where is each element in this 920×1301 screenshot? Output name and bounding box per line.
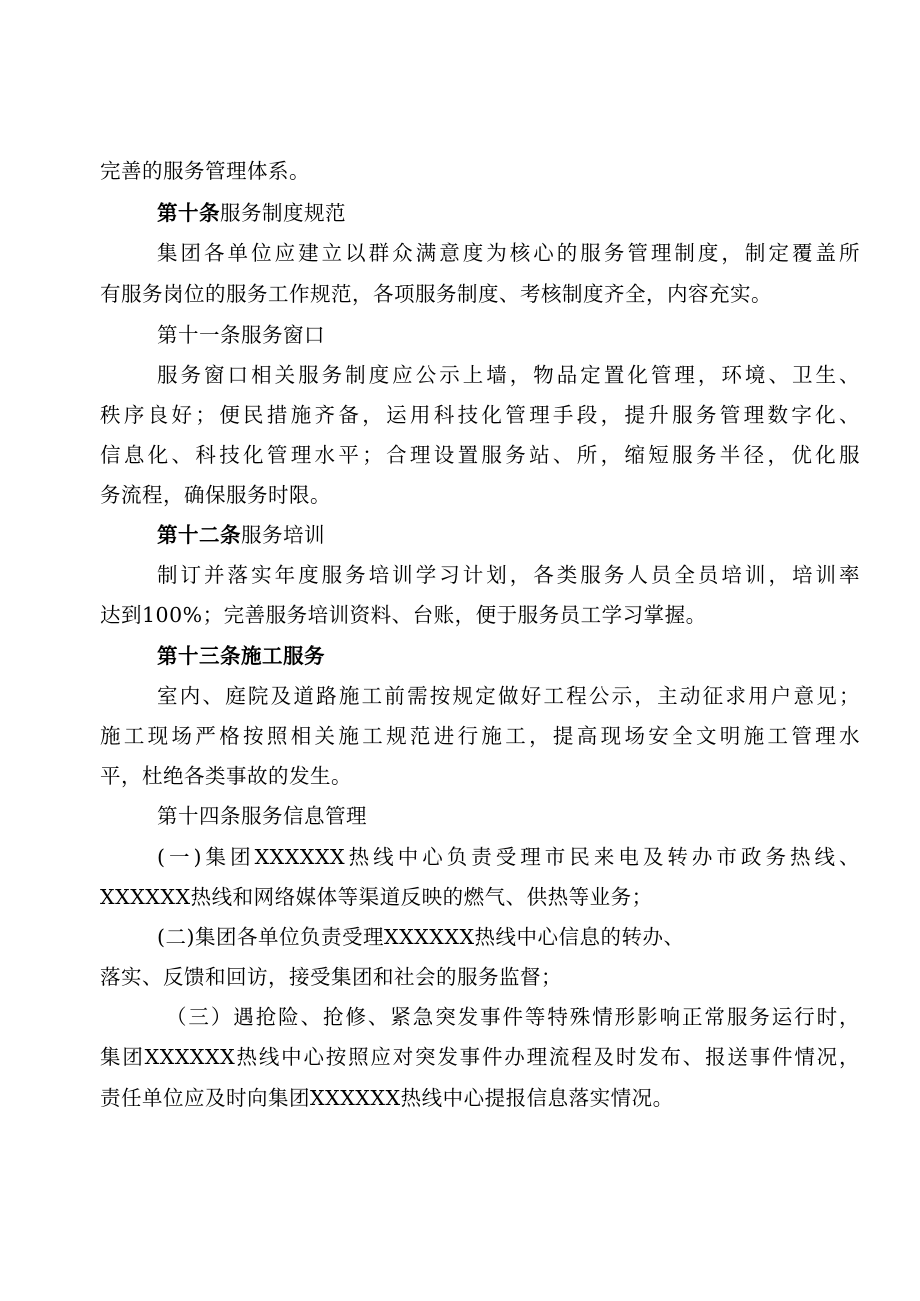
paragraph-line: 室内、庭院及道路施工前需按规定做好工程公示，主动征求用户意见； bbox=[157, 684, 860, 708]
paragraph-line: 秩序良好；便民措施齐备，运用科技化管理手段，提升服务管理数字化、 bbox=[100, 403, 860, 427]
paragraph-line: 施工现场严格按照相关施工规范进行施工，提高现场安全文明施工管理水 bbox=[100, 724, 860, 748]
paragraph-line: 服务窗口相关服务制度应公示上墙，物品定置化管理，环境、卫生、 bbox=[157, 363, 860, 387]
paragraph-line: 落实、反馈和回访，接受集团和社会的服务监督； bbox=[100, 965, 562, 989]
paragraph-line: （三）遇抢险、抢修、紧急突发事件等特殊情形影响正常服务运行时， bbox=[166, 1005, 860, 1029]
paragraph-line: 集团XXXXXX热线中心按照应对突发事件办理流程及时发布、报送事件情况， bbox=[100, 1045, 860, 1069]
paragraph-line: 平，杜绝各类事故的发生。 bbox=[100, 764, 352, 788]
article-heading: 第十条服务制度规范 bbox=[157, 201, 346, 225]
paragraph-line: 完善的服务管理体系。 bbox=[100, 159, 310, 183]
article-heading: 第十四条服务信息管理 bbox=[157, 804, 367, 828]
paragraph-line: 集团各单位应建立以群众满意度为核心的服务管理制度，制定覆盖所 bbox=[157, 241, 860, 265]
paragraph-line: (二)集团各单位负责受理XXXXXX热线中心信息的转办、 bbox=[157, 925, 685, 949]
paragraph-line: (一)集团XXXXXX热线中心负责受理市民来电及转办市政务热线、 bbox=[157, 845, 860, 869]
paragraph-line: 信息化、科技化管理水平；合理设置服务站、所，缩短服务半径，优化服 bbox=[100, 443, 860, 467]
paragraph-line: 达到100%；完善服务培训资料、台账，便于服务员工学习掌握。 bbox=[100, 603, 707, 627]
paragraph-line: 责任单位应及时向集团XXXXXX热线中心提报信息落实情况。 bbox=[100, 1086, 674, 1110]
paragraph-line: 有服务岗位的服务工作规范，各项服务制度、考核制度齐全，内容充实。 bbox=[100, 282, 772, 306]
article-heading: 第十三条施工服务 bbox=[157, 644, 325, 668]
paragraph-line: 制订并落实年度服务培训学习计划，各类服务人员全员培训，培训率 bbox=[157, 563, 860, 587]
article-heading: 第十二条服务培训 bbox=[157, 523, 325, 547]
article-heading: 第十一条服务窗口 bbox=[157, 323, 325, 347]
paragraph-line: XXXXXX热线和网络媒体等渠道反映的燃气、供热等业务； bbox=[100, 885, 653, 909]
paragraph-line: 务流程，确保服务时限。 bbox=[100, 483, 331, 507]
